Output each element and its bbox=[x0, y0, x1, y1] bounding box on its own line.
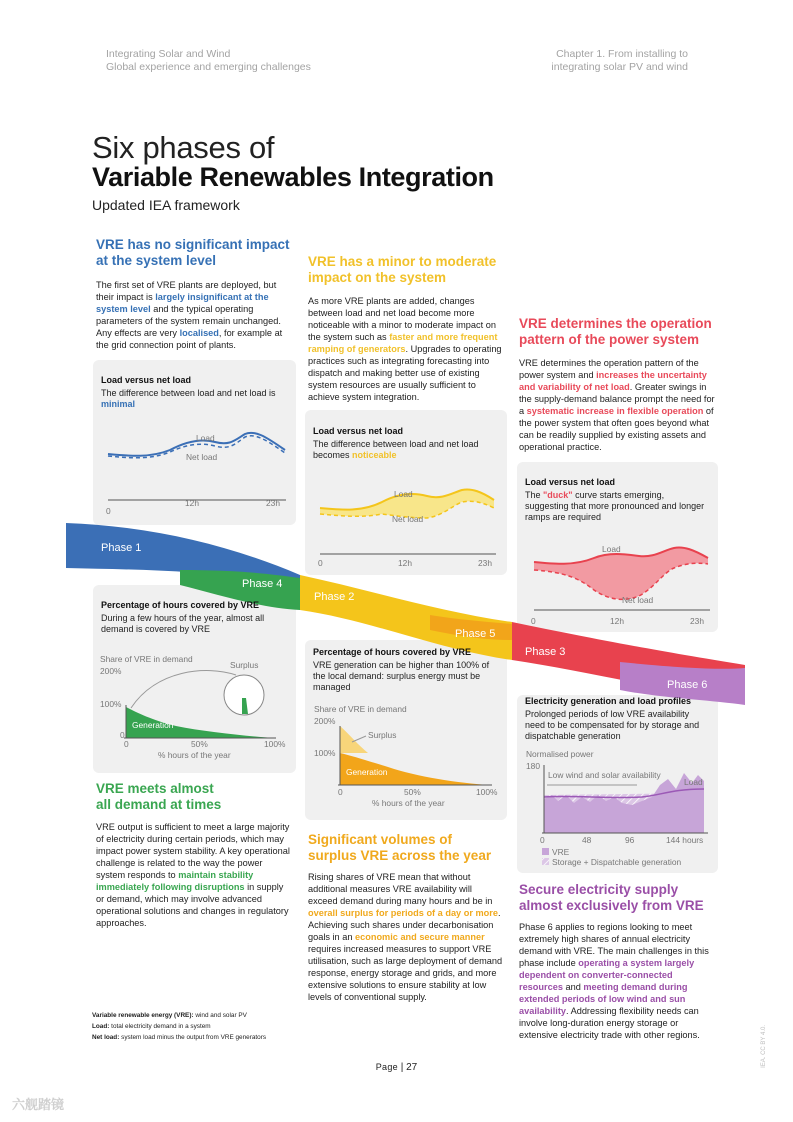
chapter-line-2: integrating solar PV and wind bbox=[551, 61, 688, 73]
col2-heading-bottom: Significant volumes of surplus VRE across the year bbox=[308, 832, 492, 863]
phase3-netload-label: Net load bbox=[622, 595, 654, 605]
phase6-lowwind-label: Low wind and solar availability bbox=[548, 770, 661, 780]
phase3-chart-title: Load versus net load bbox=[525, 477, 616, 487]
phase4-chart-title: Percentage of hours covered by VRE bbox=[101, 600, 260, 610]
phase4-100-label: 100% bbox=[100, 699, 122, 709]
col1-bottom-text: VRE output is sufficient to meet a large majority of electricity during certain periods, which may impact power system stability. A key operational challenge is related to the way the power system responds to maintain stability immediately following disruptions in supply or demand, which may involve advanced operational solutions and changes in regulatory approaches. bbox=[96, 822, 290, 928]
phase2-axis-23: 23h bbox=[478, 558, 492, 568]
phase3-load-chart bbox=[524, 540, 716, 630]
phase4-callout-line bbox=[131, 671, 236, 708]
phase5-surplus-pointer bbox=[352, 736, 366, 742]
phase5-x50: 50% bbox=[404, 787, 421, 797]
col2-intro-text: As more VRE plants are added, changes between load and net load become more noticeable with a minor to moderate impact on the system such as faster and more frequent ramping of generators. Upgrades to operating practices such as integrating forecasting into dispatch and making better use of existing system resources are usually sufficient to achieve system integration. bbox=[308, 296, 502, 402]
phase5-xlabel: % hours of the year bbox=[372, 798, 445, 808]
phase3-axis-23: 23h bbox=[690, 616, 704, 626]
phase6-x0: 0 bbox=[540, 835, 545, 845]
phase6-x144: 144 hours bbox=[666, 835, 704, 845]
phase1-axis-23: 23h bbox=[266, 498, 280, 508]
phase2-netload-label: Net load bbox=[392, 514, 424, 524]
phase6-profile-chart bbox=[522, 745, 718, 870]
phase5-surplus-label: Surplus bbox=[368, 730, 397, 740]
phase3-axis-12: 12h bbox=[610, 616, 624, 626]
phase6-load-label: Load bbox=[684, 777, 703, 787]
definition-vre: Variable renewable energy (VRE): wind and solar PV bbox=[92, 1012, 247, 1019]
phase3-gap-area bbox=[534, 547, 708, 599]
phase1-axis-12: 12h bbox=[185, 498, 199, 508]
phase2-load-chart bbox=[312, 478, 504, 570]
phase1-chart-desc: The difference between load and net load is minimal bbox=[101, 388, 276, 409]
phase2-chart-desc: The difference between load and net load becomes noticeable bbox=[313, 439, 479, 460]
phase4-200-label: 200% bbox=[100, 666, 122, 676]
phase2-axis-12: 12h bbox=[398, 558, 412, 568]
col2-bottom-text: Rising shares of VRE mean that without additional measures VRE availability will exceed demand during many hours and be in overall surplus for periods of a day or more. Achieving such shares under decarbonisation goals in an economic and secure manner requires increased measures to support VRE utilisation, such as large deployment of demand response, energy storage and grids, and more extensive solutions to ensure stability at low levels of conventional supply. bbox=[308, 872, 503, 1002]
definitions bbox=[92, 1010, 266, 1043]
license-credit: IEA. CC BY 4.0. bbox=[761, 1025, 767, 1068]
col3-heading-bottom: Secure electricity supply almost exclusively from VRE bbox=[519, 882, 704, 913]
page-number: Page | 27 bbox=[375, 1062, 418, 1073]
page-title-light: Six phases of bbox=[92, 130, 275, 165]
phase4-surplus-label: Surplus bbox=[230, 660, 259, 670]
phase3-label: Phase 3 bbox=[525, 646, 566, 658]
phase4-generation-label: Generation bbox=[132, 720, 174, 730]
phase4-x100: 100% bbox=[264, 739, 286, 749]
phase5-100-label: 100% bbox=[314, 748, 336, 758]
phase2-load-label: Load bbox=[394, 489, 413, 499]
phase5-x100: 100% bbox=[476, 787, 498, 797]
definition-net-load: Net load: system load minus the output from VRE generators bbox=[92, 1034, 267, 1041]
phase4-x0: 0 bbox=[120, 730, 125, 740]
phase5-chart-desc: VRE generation can be higher than 100% of the local demand: surplus energy must be managed bbox=[313, 660, 490, 692]
phase4-x0b: 0 bbox=[124, 739, 129, 749]
phase2-axis-0: 0 bbox=[318, 558, 323, 568]
col2-heading-top: VRE has a minor to moderate impact on the system bbox=[308, 254, 497, 285]
phase1-chart-title: Load versus net load bbox=[101, 375, 192, 385]
report-title: Integrating Solar and Wind bbox=[106, 48, 231, 60]
col1-heading-top: VRE has no significant impact at the system level bbox=[96, 237, 290, 268]
col1-heading-bottom: VRE meets almost all demand at times bbox=[96, 781, 222, 812]
col1-intro-text: The first set of VRE plants are deployed, but their impact is largely insignificant at the system level and the typical operating parameters of the system remain unchanged. Any effects are very localised, for example at the grid connection point of plants. bbox=[96, 280, 283, 350]
phase6-x48: 48 bbox=[582, 835, 592, 845]
definition-load: Load: total electricity demand in a system bbox=[92, 1023, 211, 1030]
phase5-hours-chart bbox=[308, 700, 504, 812]
phase1-netload-label: Net load bbox=[186, 452, 218, 462]
phase5-chart-title: Percentage of hours covered by VRE bbox=[313, 647, 472, 657]
phase4-x50: 50% bbox=[191, 739, 208, 749]
phase4-share-label: Share of VRE in demand bbox=[100, 654, 193, 664]
phase5-surplus-area bbox=[340, 726, 368, 753]
phase6-chart-desc: Prolonged periods of low VRE availability need to be compensated for by storage and dispatchable generation bbox=[525, 709, 700, 741]
page-title-bold: Variable Renewables Integration bbox=[92, 162, 494, 192]
phase2-chart-title: Load versus net load bbox=[313, 426, 404, 436]
phase2-label: Phase 2 bbox=[314, 591, 355, 603]
phase5-x0: 0 bbox=[338, 787, 343, 797]
col3-bottom-text: Phase 6 applies to regions looking to meet extremely high shares of annual electricity demand with VRE. The main challenges in this phase include operating a system largely dependent on converter-connected resources and meeting demand during extended periods of low wind and sun availability. Addressing flexibility needs can involve long-duration energy storage or extensive electricity trade with other regions. bbox=[519, 922, 709, 1040]
phase5-label: Phase 5 bbox=[455, 628, 496, 640]
phase3-load-label: Load bbox=[602, 544, 621, 554]
phase4-xlabel: % hours of the year bbox=[158, 750, 231, 760]
phase6-x96: 96 bbox=[625, 835, 635, 845]
phase6-legend-storage-swatch bbox=[542, 858, 549, 865]
col3-heading-top: VRE determines the operation pattern of the power system bbox=[519, 316, 712, 347]
phase4-chart-desc: During a few hours of the year, almost all demand is covered by VRE bbox=[101, 613, 265, 634]
phase4-hours-chart bbox=[96, 650, 292, 765]
phase4-label: Phase 4 bbox=[242, 578, 283, 590]
phase1-label: Phase 1 bbox=[101, 542, 142, 554]
phase6-chart-title: Electricity generation and load profiles bbox=[525, 696, 692, 706]
watermark: 六舰踏镜 bbox=[12, 1097, 65, 1112]
phase5-share-label: Share of VRE in demand bbox=[314, 704, 407, 714]
phase6-legend-storage: Storage + Dispatchable generation bbox=[552, 857, 682, 867]
chapter-line-1: Chapter 1. From installing to bbox=[556, 48, 688, 60]
phase6-legend-vre-swatch bbox=[542, 848, 549, 855]
phase1-axis-0: 0 bbox=[106, 506, 111, 516]
phase3-axis-0: 0 bbox=[531, 616, 536, 626]
phase1-load-chart bbox=[100, 420, 292, 518]
phase6-legend-vre: VRE bbox=[552, 847, 570, 857]
phase6-label: Phase 6 bbox=[667, 679, 708, 691]
report-subtitle: Global experience and emerging challenges bbox=[106, 61, 311, 73]
phase6-180-label: 180 bbox=[526, 761, 540, 771]
col3-intro-text: VRE determines the operation pattern of the power system and increases the uncertainty and variability of net load. Greater swings in the supply-demand balance prompt the need for a systematic increase in flexible operation of the power system that often goes beyond what can be readily supplied by existing assets and operational practice. bbox=[519, 358, 715, 452]
page-subtitle: Updated IEA framework bbox=[92, 197, 240, 213]
phase5-generation-label: Generation bbox=[346, 767, 388, 777]
phase1-load-label: Load bbox=[196, 433, 215, 443]
phase5-200-label: 200% bbox=[314, 716, 336, 726]
phase3-chart-desc: The "duck" curve starts emerging, suggesting that more pronounced and longer ramps are required bbox=[525, 490, 705, 522]
phase6-norm-label: Normalised power bbox=[526, 749, 594, 759]
